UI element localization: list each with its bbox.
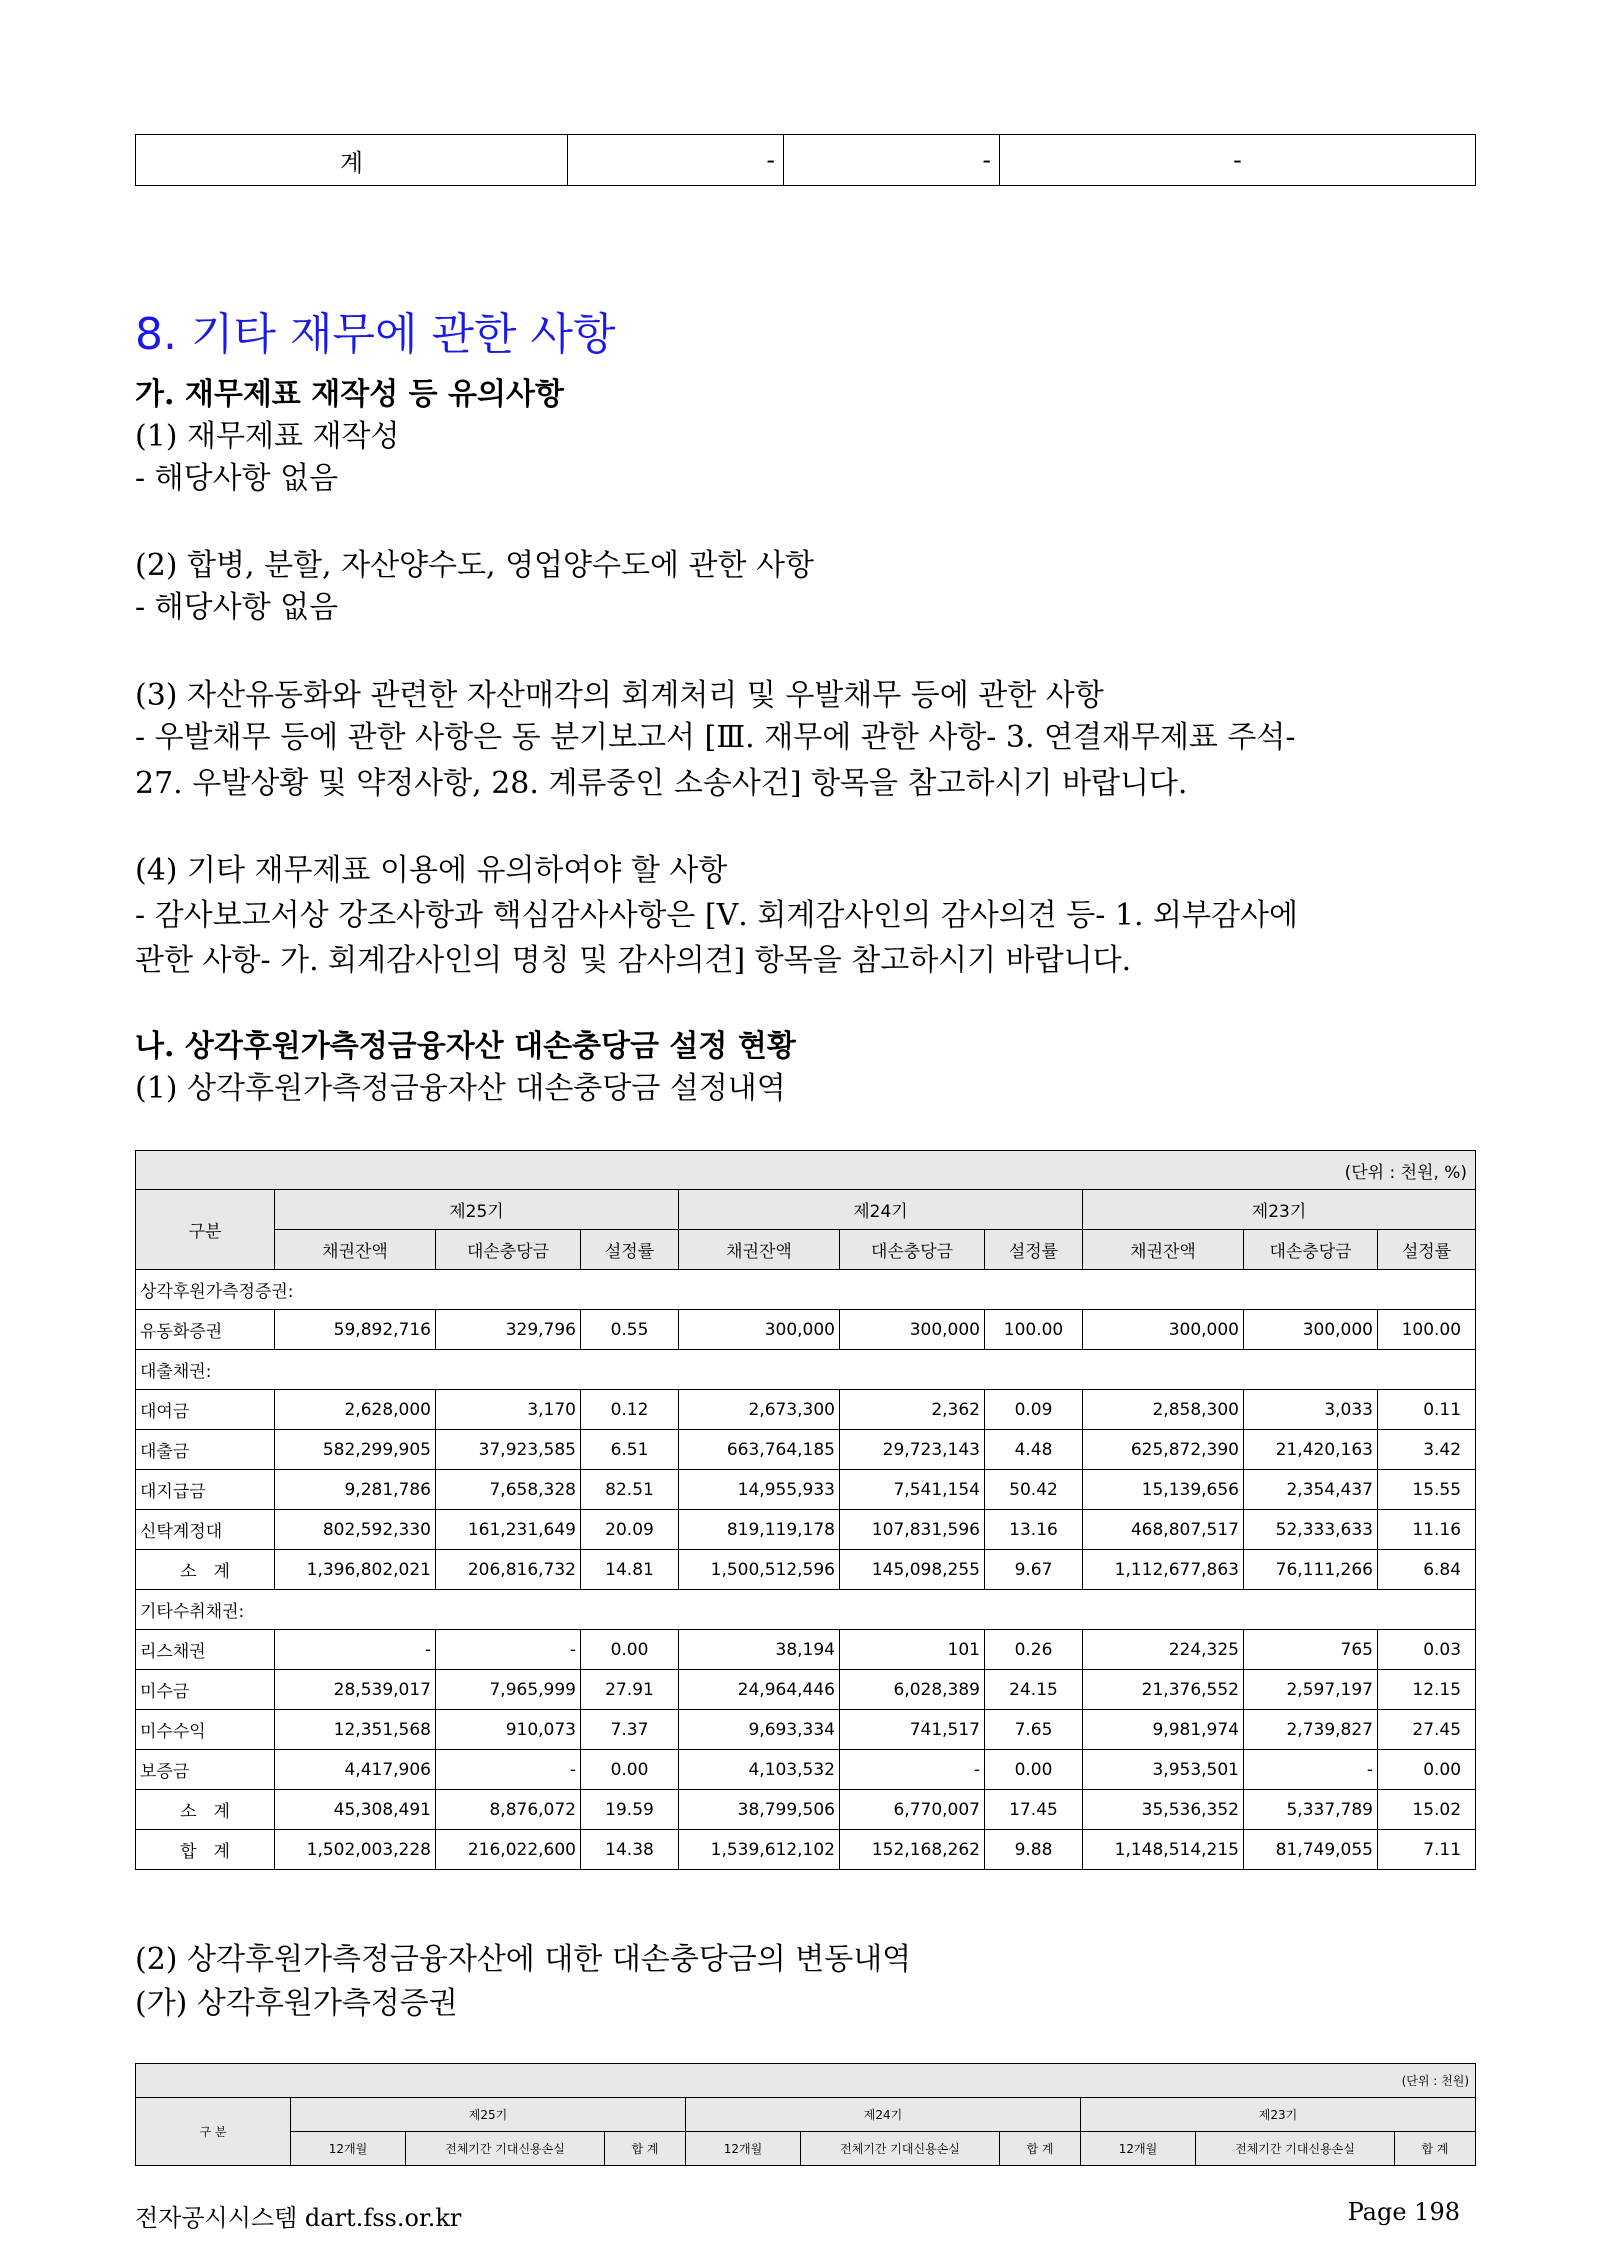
allowance-cell: 741,517: [840, 1710, 985, 1750]
subheader-row: [136, 1230, 1476, 1270]
balance-cell: 21,376,552: [1083, 1670, 1244, 1710]
subsection-b-heading: 나. 상각후원가측정금융자산 대손충당금 설정 현황: [135, 1029, 796, 1064]
balance-cell: 468,807,517: [1083, 1510, 1244, 1550]
rate-cell: 17.45: [985, 1790, 1083, 1830]
header-row: [136, 1190, 1476, 1230]
allowance-cell: 101: [840, 1630, 985, 1670]
period-header: 제24기: [679, 1190, 1083, 1230]
balance-cell: 1,502,003,228: [275, 1830, 436, 1870]
subcol-header: 전체기간 기대신용손실: [1196, 2132, 1395, 2166]
subcol-header: 합 계: [605, 2132, 686, 2166]
rate-cell: 0.00: [985, 1750, 1083, 1790]
balance-cell: 1,539,612,102: [679, 1830, 840, 1870]
rate-cell: 9.88: [985, 1830, 1083, 1870]
category-label: 기타수취채권:: [136, 1590, 1476, 1630]
unit-label: (단위 : 천원, %): [136, 1151, 1476, 1190]
table-row: [136, 1310, 1476, 1350]
rate-cell: 0.09: [985, 1390, 1083, 1430]
rate-cell: 0.11: [1378, 1390, 1476, 1430]
unit-row: [136, 2064, 1476, 2098]
allowance-cell: 161,231,649: [436, 1510, 581, 1550]
balance-cell: 24,964,446: [679, 1670, 840, 1710]
allowance-cell: 107,831,596: [840, 1510, 985, 1550]
period-header: 제23기: [1081, 2098, 1476, 2132]
balance-cell: 2,858,300: [1083, 1390, 1244, 1430]
total-row: [136, 1830, 1476, 1870]
balance-cell: 14,955,933: [679, 1470, 840, 1510]
subcol-header: 설정률: [1378, 1230, 1476, 1270]
category-label: 상각후원가측정증권:: [136, 1270, 1476, 1310]
paragraph-line: - 해당사항 없음: [135, 590, 339, 625]
allowance-cell: 81,749,055: [1244, 1830, 1378, 1870]
subcol-header: 합 계: [1000, 2132, 1081, 2166]
rate-cell: 4.48: [985, 1430, 1083, 1470]
subcol-header: 12개월: [291, 2132, 406, 2166]
rate-cell: 11.16: [1378, 1510, 1476, 1550]
row-label: 미수수익: [136, 1710, 275, 1750]
allowance-cell: 152,168,262: [840, 1830, 985, 1870]
row-label: 합 계: [136, 1830, 275, 1870]
subcol-header: 설정률: [581, 1230, 679, 1270]
rate-cell: 14.38: [581, 1830, 679, 1870]
balance-cell: 4,103,532: [679, 1750, 840, 1790]
allowance-cell: 2,354,437: [1244, 1470, 1378, 1510]
rate-cell: 7.11: [1378, 1830, 1476, 1870]
rate-cell: 0.00: [1378, 1750, 1476, 1790]
row-label: 보증금: [136, 1750, 275, 1790]
allowance-table: [135, 1150, 1476, 1870]
allowance-cell: 7,658,328: [436, 1470, 581, 1510]
allowance-cell: 7,541,154: [840, 1470, 985, 1510]
balance-cell: 2,628,000: [275, 1390, 436, 1430]
balance-cell: 9,693,334: [679, 1710, 840, 1750]
subsection-a-heading: 가. 재무제표 재작성 등 유의사항: [135, 377, 564, 412]
rate-cell: 82.51: [581, 1470, 679, 1510]
allowance-cell: 6,770,007: [840, 1790, 985, 1830]
subheader-row: [136, 2132, 1476, 2166]
section-title: 8. 기타 재무에 관한 사항: [135, 309, 616, 360]
balance-cell: 12,351,568: [275, 1710, 436, 1750]
total-row-table: [135, 134, 1476, 186]
subcol-header: 전체기간 기대신용손실: [801, 2132, 1000, 2166]
balance-cell: -: [275, 1630, 436, 1670]
allowance-cell: 145,098,255: [840, 1550, 985, 1590]
table-row: [136, 1630, 1476, 1670]
balance-cell: 45,308,491: [275, 1790, 436, 1830]
rate-cell: 14.81: [581, 1550, 679, 1590]
allowance-cell: -: [840, 1750, 985, 1790]
paragraph-line: (4) 기타 재무제표 이용에 유의하여야 할 사항: [135, 853, 728, 888]
header-row: [136, 2098, 1476, 2132]
balance-cell: 38,799,506: [679, 1790, 840, 1830]
unit-label: (단위 : 천원): [136, 2064, 1476, 2098]
period-header: 제24기: [686, 2098, 1081, 2132]
subcol-header: 채권잔액: [679, 1230, 840, 1270]
subcol-header: 전체기간 기대신용손실: [406, 2132, 605, 2166]
allowance-change-table: [135, 2063, 1476, 2166]
subcol-header: 설정률: [985, 1230, 1083, 1270]
rate-cell: 0.12: [581, 1390, 679, 1430]
subcol-header: 합 계: [1395, 2132, 1476, 2166]
subsection-b-sub2a: (가) 상각후원가측정증권: [135, 1986, 458, 2021]
subcol-header: 채권잔액: [1083, 1230, 1244, 1270]
balance-cell: 300,000: [1083, 1310, 1244, 1350]
subcol-header: 12개월: [686, 2132, 801, 2166]
allowance-cell: 3,170: [436, 1390, 581, 1430]
balance-cell: 15,139,656: [1083, 1470, 1244, 1510]
balance-cell: 1,148,514,215: [1083, 1830, 1244, 1870]
balance-cell: 802,592,330: [275, 1510, 436, 1550]
balance-cell: 4,417,906: [275, 1750, 436, 1790]
category-row: [136, 1270, 1476, 1310]
balance-cell: 582,299,905: [275, 1430, 436, 1470]
balance-cell: 9,281,786: [275, 1470, 436, 1510]
rate-cell: 7.37: [581, 1710, 679, 1750]
table-row: [136, 135, 1476, 186]
category-label: 대출채권:: [136, 1350, 1476, 1390]
paragraph-line: (2) 합병, 분할, 자산양수도, 영업양수도에 관한 사항: [135, 548, 814, 583]
rate-cell: 15.02: [1378, 1790, 1476, 1830]
subcol-header: 대손충당금: [436, 1230, 581, 1270]
rate-cell: 27.91: [581, 1670, 679, 1710]
table-row: [136, 1750, 1476, 1790]
rate-cell: 3.42: [1378, 1430, 1476, 1470]
paragraph-line: 27. 우발상황 및 약정사항, 28. 계류중인 소송사건] 항목을 참고하시기 바랍니다.: [135, 766, 1188, 801]
allowance-cell: 5,337,789: [1244, 1790, 1378, 1830]
subcol-header: 채권잔액: [275, 1230, 436, 1270]
balance-cell: 819,119,178: [679, 1510, 840, 1550]
table-row: [136, 1390, 1476, 1430]
allowance-cell: 2,739,827: [1244, 1710, 1378, 1750]
row-label: 대지급금: [136, 1470, 275, 1510]
balance-cell: 3,953,501: [1083, 1750, 1244, 1790]
balance-cell: 2,673,300: [679, 1390, 840, 1430]
allowance-cell: 52,333,633: [1244, 1510, 1378, 1550]
allowance-cell: 76,111,266: [1244, 1550, 1378, 1590]
allowance-cell: 8,876,072: [436, 1790, 581, 1830]
subtotal-row: [136, 1790, 1476, 1830]
allowance-cell: 3,033: [1244, 1390, 1378, 1430]
row-label: 미수금: [136, 1670, 275, 1710]
allowance-cell: -: [436, 1630, 581, 1670]
allowance-cell: 206,816,732: [436, 1550, 581, 1590]
allowance-cell: 2,362: [840, 1390, 985, 1430]
period-header: 제25기: [291, 2098, 686, 2132]
row-label: 소 계: [136, 1790, 275, 1830]
row-label: 리스채권: [136, 1630, 275, 1670]
paragraph-line: - 우발채무 등에 관한 사항은 동 분기보고서 [Ⅲ. 재무에 관한 사항- 3. 연결재무제표 주석-: [135, 720, 1296, 755]
row-label: 대여금: [136, 1390, 275, 1430]
row-label: 소 계: [136, 1550, 275, 1590]
category-row: [136, 1590, 1476, 1630]
paragraph-line: - 해당사항 없음: [135, 461, 339, 496]
rate-cell: 20.09: [581, 1510, 679, 1550]
unit-row: [136, 1151, 1476, 1190]
balance-cell: 28,539,017: [275, 1670, 436, 1710]
rate-cell: 12.15: [1378, 1670, 1476, 1710]
rate-cell: 24.15: [985, 1670, 1083, 1710]
balance-cell: 38,194: [679, 1630, 840, 1670]
total-value: -: [568, 135, 784, 186]
rate-cell: 0.00: [581, 1630, 679, 1670]
balance-cell: 1,396,802,021: [275, 1550, 436, 1590]
subcol-header: 12개월: [1081, 2132, 1196, 2166]
subtotal-row: [136, 1550, 1476, 1590]
allowance-cell: 2,597,197: [1244, 1670, 1378, 1710]
col-group-header: 구분: [136, 1190, 275, 1270]
footer-page-number: Page 198: [1347, 2198, 1460, 2226]
rate-cell: 19.59: [581, 1790, 679, 1830]
subcol-header: 대손충당금: [1244, 1230, 1378, 1270]
rate-cell: 100.00: [985, 1310, 1083, 1350]
rate-cell: 0.55: [581, 1310, 679, 1350]
total-value: -: [1000, 135, 1476, 186]
rate-cell: 7.65: [985, 1710, 1083, 1750]
rate-cell: 6.84: [1378, 1550, 1476, 1590]
balance-cell: 1,500,512,596: [679, 1550, 840, 1590]
period-header: 제23기: [1083, 1190, 1476, 1230]
allowance-cell: 910,073: [436, 1710, 581, 1750]
paragraph-line: (3) 자산유동화와 관련한 자산매각의 회계처리 및 우발채무 등에 관한 사항: [135, 678, 1104, 713]
rate-cell: 0.03: [1378, 1630, 1476, 1670]
allowance-cell: 329,796: [436, 1310, 581, 1350]
subsection-b-sub1: (1) 상각후원가측정금융자산 대손충당금 설정내역: [135, 1071, 786, 1106]
table-row: [136, 1510, 1476, 1550]
rate-cell: 50.42: [985, 1470, 1083, 1510]
balance-cell: 625,872,390: [1083, 1430, 1244, 1470]
subsection-b-sub2: (2) 상각후원가측정금융자산에 대한 대손충당금의 변동내역: [135, 1942, 912, 1977]
allowance-cell: -: [436, 1750, 581, 1790]
row-label: 유동화증권: [136, 1310, 275, 1350]
allowance-cell: 7,965,999: [436, 1670, 581, 1710]
allowance-cell: 6,028,389: [840, 1670, 985, 1710]
rate-cell: 100.00: [1378, 1310, 1476, 1350]
subcol-header: 대손충당금: [840, 1230, 985, 1270]
allowance-cell: 300,000: [840, 1310, 985, 1350]
table-row: [136, 1470, 1476, 1510]
balance-cell: 300,000: [679, 1310, 840, 1350]
col-group-header: 구 분: [136, 2098, 291, 2166]
allowance-cell: 765: [1244, 1630, 1378, 1670]
table-row: [136, 1710, 1476, 1750]
allowance-cell: 37,923,585: [436, 1430, 581, 1470]
paragraph-line: (1) 재무제표 재작성: [135, 419, 400, 454]
rate-cell: 13.16: [985, 1510, 1083, 1550]
allowance-cell: 29,723,143: [840, 1430, 985, 1470]
allowance-cell: 21,420,163: [1244, 1430, 1378, 1470]
total-label: 계: [136, 135, 568, 186]
allowance-cell: 216,022,600: [436, 1830, 581, 1870]
row-label: 대출금: [136, 1430, 275, 1470]
total-value: -: [784, 135, 1000, 186]
rate-cell: 15.55: [1378, 1470, 1476, 1510]
balance-cell: 224,325: [1083, 1630, 1244, 1670]
paragraph-line: 관한 사항- 가. 회계감사인의 명칭 및 감사의견] 항목을 참고하시기 바랍니다.: [135, 943, 1132, 978]
footer-site: 전자공시시스템 dart.fss.or.kr: [135, 2204, 462, 2232]
balance-cell: 9,981,974: [1083, 1710, 1244, 1750]
rate-cell: 9.67: [985, 1550, 1083, 1590]
row-label: 신탁계정대: [136, 1510, 275, 1550]
balance-cell: 59,892,716: [275, 1310, 436, 1350]
paragraph-line: - 감사보고서상 강조사항과 핵심감사사항은 [Ⅴ. 회계감사인의 감사의견 등- 1. 외부감사에: [135, 898, 1298, 933]
balance-cell: 663,764,185: [679, 1430, 840, 1470]
category-row: [136, 1350, 1476, 1390]
balance-cell: 1,112,677,863: [1083, 1550, 1244, 1590]
allowance-cell: 300,000: [1244, 1310, 1378, 1350]
rate-cell: 27.45: [1378, 1710, 1476, 1750]
period-header: 제25기: [275, 1190, 679, 1230]
allowance-cell: -: [1244, 1750, 1378, 1790]
rate-cell: 0.00: [581, 1750, 679, 1790]
table-row: [136, 1430, 1476, 1470]
table-row: [136, 1670, 1476, 1710]
rate-cell: 0.26: [985, 1630, 1083, 1670]
balance-cell: 35,536,352: [1083, 1790, 1244, 1830]
rate-cell: 6.51: [581, 1430, 679, 1470]
